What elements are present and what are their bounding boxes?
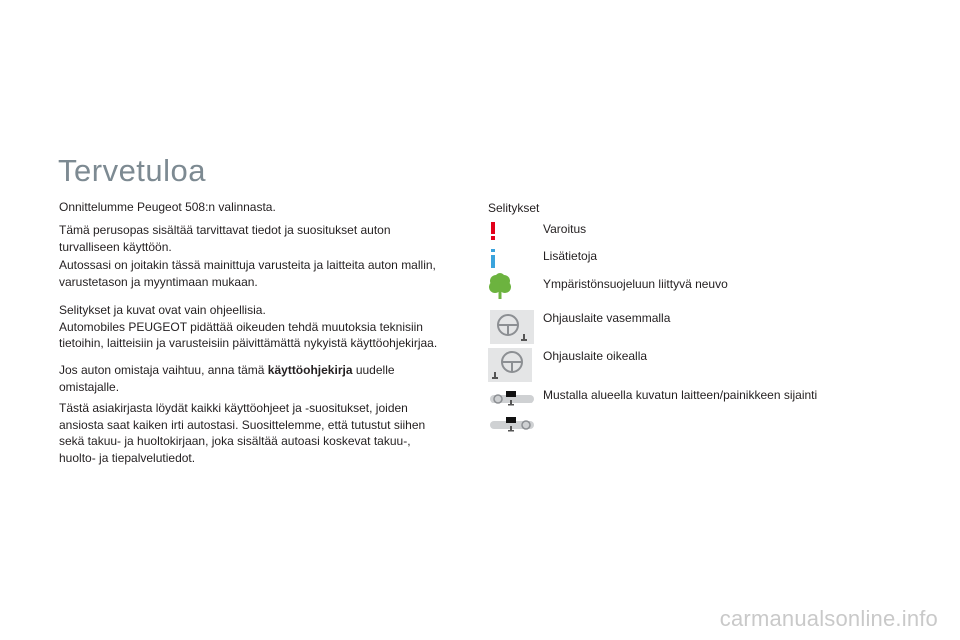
intro-line: Onnittelumme Peugeot 508:n valinnasta. (59, 200, 276, 214)
watermark: carmanualsonline.info (719, 606, 938, 631)
intro-paragraph (59, 400, 425, 466)
legend-label-lhd: Ohjauslaite vasemmalla (543, 311, 671, 325)
legend-label-warning: Varoitus (543, 222, 587, 236)
page-title: Tervetuloa (58, 153, 207, 188)
legend-label-location: Mustalla alueella kuvatun laitteen/painikkeen sijainti (543, 388, 818, 402)
intro-line: sekä takuu- ja huoltokirjaan, joka sisältää autoasi koskevat takuu-, (59, 434, 411, 448)
dashboard-location-icon (488, 389, 536, 442)
intro-line: Selitykset ja kuvat ovat vain ohjeellisia. (59, 303, 266, 317)
intro-line: varustetason ja myyntimaan mukaan. (59, 274, 258, 289)
intro-line: uudelle (352, 363, 395, 377)
steering-wheel-right-icon (488, 348, 532, 387)
steering-wheel-left-icon (490, 310, 534, 349)
manual-term: käyttöohjekirja (267, 363, 353, 377)
legend-label-rhd: Ohjauslaite oikealla (543, 349, 648, 363)
intro-line: turvalliseen käyttöön. (59, 239, 172, 254)
warning-icon (488, 221, 498, 246)
intro-line: huolto- ja tiepalvelutiedot. (59, 450, 196, 465)
intro-paragraph (59, 302, 437, 352)
info-icon (488, 249, 498, 274)
intro-line: ansiosta saat kaiken irti autostasi. Suosittelemme, että tutustut siihen (59, 417, 426, 432)
intro-paragraph (59, 362, 395, 395)
intro-line: Tästä asiakirjasta löydät kaikki käyttöohjeet ja -suositukset, joiden (59, 401, 408, 415)
legend-label-info: Lisätietoja (543, 249, 598, 263)
intro-line: Jos auton omistaja vaihtuu, anna tämä (59, 363, 268, 377)
tree-icon (487, 272, 513, 305)
intro-paragraph (59, 257, 436, 290)
legend-label-environment: Ympäristönsuojeluun liittyvä neuvo (543, 277, 728, 291)
intro-line: Tämä perusopas sisältää tarvittavat tiedot ja suositukset auton (59, 223, 391, 237)
legend-title: Selitykset (488, 201, 540, 215)
intro-line: tietoihin, laitteisiin ja varusteisiin päivittämättä nykyistä käyttöohjekirjaa. (59, 336, 438, 350)
intro-paragraph (59, 222, 391, 255)
intro-line: Automobiles PEUGEOT pidättää oikeuden tehdä muutoksia teknisiin (59, 319, 423, 334)
intro-line: Autossasi on joitakin tässä mainittuja varusteita ja laitteita auton mallin, (59, 258, 436, 272)
intro-paragraph (59, 199, 276, 216)
intro-line: omistajalle. (59, 379, 120, 394)
